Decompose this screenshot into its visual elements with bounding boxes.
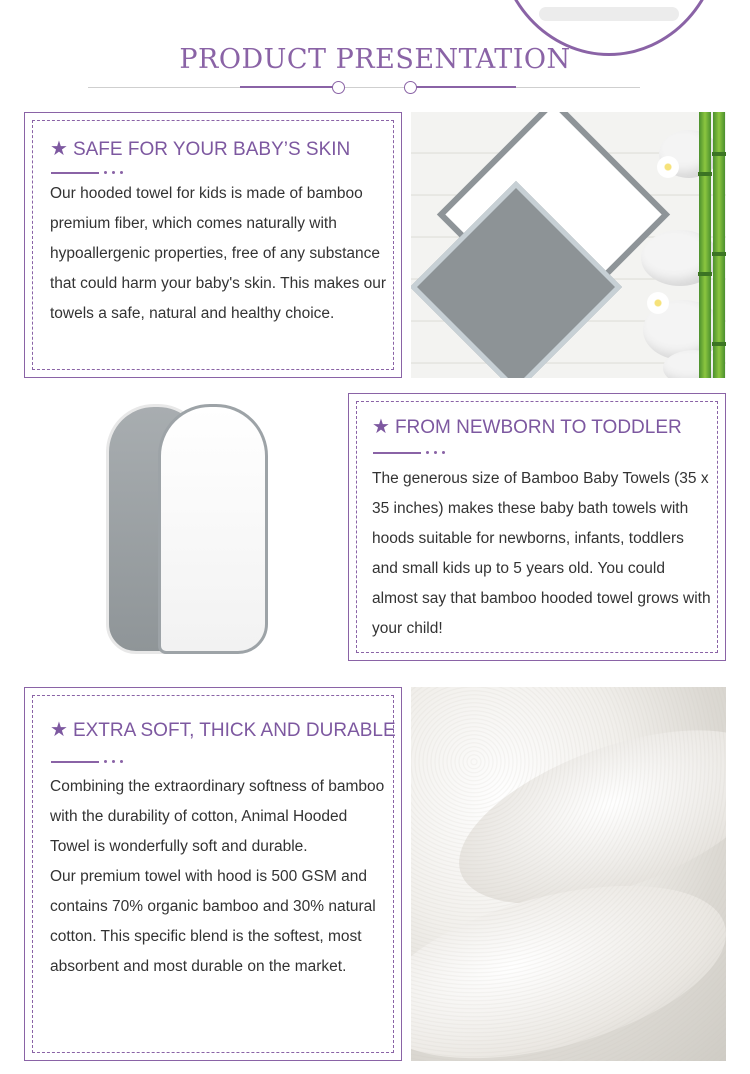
feature-card-newborn-toddler: [348, 393, 726, 661]
feature-card-soft-durable: [24, 687, 402, 1061]
page-title: PRODUCT PRESENTATION: [179, 44, 571, 75]
header-accent-line-right: [416, 86, 516, 88]
star-icon: ★: [50, 719, 68, 741]
feature-description: The generous size of Bamboo Baby Towels (35 x 35 inches) makes these baby bath towels with hoods suitable for newborns, infants, toddlers and small kids up to 5 years old. You could almost say that bamboo hooded towel grows with your child!: [372, 470, 711, 637]
header-accent-line-left: [240, 86, 340, 88]
star-icon: ★: [372, 416, 390, 438]
star-icon: ★: [50, 138, 68, 160]
feature-description: Our hooded towel for kids is made of bamboo premium fiber, which comes naturally with hypoallergenic properties, free of any substance that could harm your baby's skin. This makes our towels a safe, natural and healthy choice.: [50, 185, 387, 322]
hanging-hooded-towels-photo: [78, 396, 296, 662]
header-ornament-left: [332, 81, 345, 94]
header-divider: [88, 87, 640, 88]
title-underline: [51, 760, 123, 763]
title-underline: [51, 171, 123, 174]
towels-on-wood-photo: [411, 112, 726, 378]
feature-card-safe-skin: [24, 112, 402, 378]
feature-title: ★ SAFE FOR YOUR BABY’S SKIN: [50, 138, 351, 160]
feature-title: ★ FROM NEWBORN TO TODDLER: [372, 416, 682, 438]
terry-cloth-closeup-photo: [411, 687, 726, 1061]
feature-description: Combining the extraordinary softness of bamboo with the durability of cotton, Animal Hooded Towel is wonderfully soft and durable. Our premium towel with hood is 500 GSM and contains 70% organic bamboo and 30% natural cotton. This specific blend is the softest, most absorbent and most durable on the market.: [50, 778, 385, 975]
title-underline: [373, 451, 445, 454]
feature-title: ★ EXTRA SOFT, THICK AND DURABLE: [50, 719, 396, 741]
